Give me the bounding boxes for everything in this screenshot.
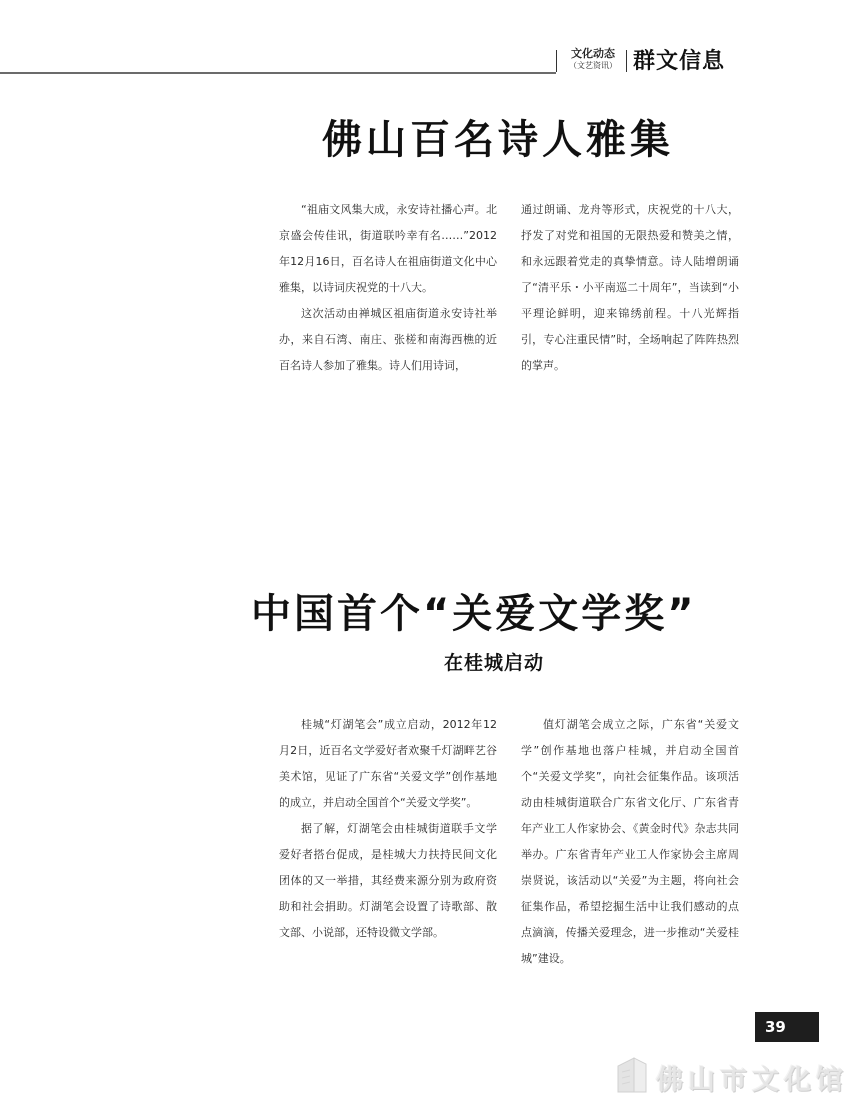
watermark-text: 佛山市文化馆 <box>656 1065 848 1096</box>
paragraph: 这次活动由禅城区祖庙街道永安诗社举办，来自石湾、南庄、张槎和南海西樵的近百名诗人参加了雅集。诗人们用诗词， <box>279 307 497 372</box>
paragraph: “祖庙文风集大成，永安诗社播心声。北京盛会传佳讯，街道联吟幸有名……”2012年12月16日，百名诗人在祖庙街道文化中心雅集，以诗词庆祝党的十八大。 <box>279 203 497 294</box>
article2-column-right <box>521 712 739 972</box>
section-label-bottom: （文艺资讯） <box>569 61 617 70</box>
article2-subtitle: 在桂城启动 <box>444 652 545 674</box>
paragraph: 桂城“灯湖笔会”成立启动，2012年12月2日，近百名文学爱好者欢聚千灯湖畔艺谷美术馆，见证了广东省“关爱文学”创作基地的成立，并启动全国首个“关爱文学奖”。 <box>279 718 497 809</box>
section-label-small <box>562 48 624 72</box>
article2-title: 中国首个“关爱文学奖” <box>251 591 697 637</box>
article1-column-left <box>279 197 497 379</box>
header-divider <box>626 50 627 72</box>
article2-column-left <box>279 712 497 946</box>
section-title: 群文信息 <box>633 49 726 74</box>
header-rule <box>0 72 556 74</box>
article1-title: 佛山百名诗人雅集 <box>322 117 674 163</box>
paragraph: 据了解，灯湖笔会由桂城街道联手文学爱好者搭台促成，是桂城大力扶持民间文化团体的又一举措，其经费来源分别为政府资助和社会捐助。灯湖笔会设置了诗歌部、散文部、小说部，还特设微文学部。 <box>279 822 497 939</box>
article1-column-right <box>521 197 739 379</box>
header-divider <box>556 50 557 72</box>
paragraph: 值灯湖笔会成立之际，广东省“关爱文学”创作基地也落户桂城，并启动全国首个“关爱文学奖”，向社会征集作品。该项活动由桂城街道联合广东省文化厅、广东省青年产业工人作家协会、《黄金时代》杂志共同举办。广东省青年产业工人作家协会主席周崇贤说，该活动以“关爱”为主题，将向社会征集作品，希望挖掘生活中让我们感动的点点滴滴，传播关爱理念，进一步推动“关爱桂城”建设。 <box>521 718 739 965</box>
page-number: 39 <box>755 1012 819 1042</box>
building-icon <box>614 1054 650 1092</box>
paragraph: 通过朗诵、龙舟等形式，庆祝党的十八大，抒发了对党和祖国的无限热爱和赞美之情，和永远跟着党走的真挚情意。诗人陆增朗诵了“清平乐・小平南巡二十周年”，当读到“小平理论鲜明，迎来锦绣前程。十八光辉指引，专心注重民情”时，全场响起了阵阵热烈的掌声。 <box>521 203 739 372</box>
section-label-top: 文化动态 <box>571 47 615 60</box>
